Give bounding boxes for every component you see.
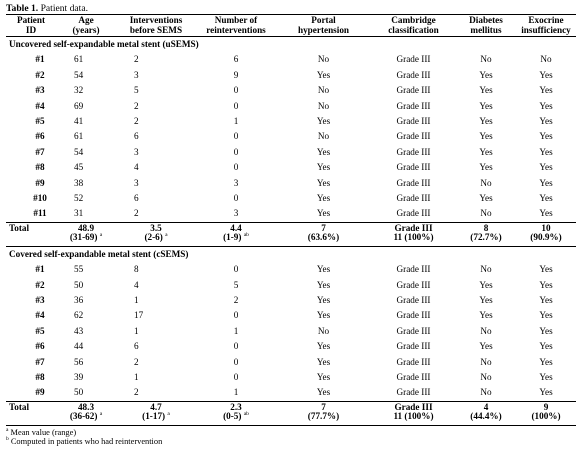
- cell-diabetes-mellitus: No: [480, 208, 492, 219]
- cell-cambridge-classification: Grade III: [396, 264, 431, 275]
- cell-age: 61: [74, 131, 84, 142]
- cell-age: 39: [74, 371, 84, 382]
- cell-interventions-before-sems: 3: [134, 69, 139, 80]
- cell-interventions-before-sems: 3: [134, 177, 139, 188]
- footnote-mark: b: [6, 436, 9, 443]
- total-interventions-before-sems: [116, 401, 196, 425]
- cell-portal-hypertension: Yes: [316, 69, 331, 80]
- total-value: 4.4: [230, 222, 242, 233]
- table-row: [6, 99, 576, 114]
- cell-cambridge-classification: Grade III: [396, 146, 431, 157]
- section-title: Uncovered self-expandable metal stent (uSEMS): [9, 39, 199, 50]
- cell-number-of-reinterventions: 0: [233, 162, 239, 173]
- cell-exocrine-insufficiency: Yes: [539, 177, 553, 188]
- cell-number-of-reinterventions: 0: [233, 131, 239, 142]
- header-line: Patient: [16, 15, 46, 25]
- total-range: (44.4%): [470, 411, 502, 422]
- column-header-patient-id: [6, 15, 56, 37]
- section-title: Covered self-expandable metal stent (cSEMS): [9, 248, 189, 259]
- header-line: ID: [25, 25, 37, 35]
- cell-exocrine-insufficiency: Yes: [539, 208, 553, 219]
- header-line: Age: [78, 15, 94, 25]
- cell-number-of-reinterventions: 0: [233, 310, 239, 321]
- cell-cambridge-classification: Grade III: [396, 310, 431, 321]
- cell-cambridge-classification: Grade III: [396, 85, 431, 96]
- caption-text: Patient data.: [40, 3, 88, 14]
- cell-patient-id: #6: [35, 131, 45, 142]
- cell-diabetes-mellitus: No: [480, 177, 492, 188]
- table-row: [6, 385, 576, 401]
- cell-diabetes-mellitus: Yes: [479, 310, 493, 321]
- cell-exocrine-insufficiency: Yes: [539, 116, 553, 127]
- cell-interventions-before-sems: 4: [134, 162, 139, 173]
- cell-interventions-before-sems: 17: [134, 310, 144, 321]
- cell-interventions-before-sems: 4: [134, 279, 139, 290]
- total-value: 7: [321, 401, 326, 412]
- cell-patient-id: #9: [35, 387, 45, 398]
- cell-portal-hypertension: Yes: [316, 371, 331, 382]
- cell-exocrine-insufficiency: Yes: [539, 371, 553, 382]
- cell-cambridge-classification: Grade III: [396, 387, 431, 398]
- footnote-mark: a: [167, 411, 170, 418]
- footnote-mark: ab: [243, 232, 249, 239]
- cell-portal-hypertension: No: [317, 85, 330, 96]
- total-value: 48.3: [77, 401, 95, 412]
- cell-portal-hypertension: Yes: [316, 193, 331, 203]
- total-range: 11 (100%): [393, 411, 434, 422]
- cell-age: 50: [74, 279, 84, 290]
- header-line: (years): [72, 25, 100, 35]
- cell-patient-id: #7: [35, 356, 45, 367]
- section-usems: [6, 37, 576, 247]
- total-portal-hypertension: [276, 401, 371, 425]
- cell-age: 41: [74, 116, 84, 127]
- cell-patient-id: #11: [33, 208, 47, 219]
- total-value: 48.9: [77, 222, 95, 233]
- cell-interventions-before-sems: 2: [134, 208, 139, 219]
- total-value: 4: [483, 401, 489, 412]
- total-value: 8: [483, 222, 489, 233]
- total-diabetes-mellitus: [456, 222, 516, 246]
- cell-exocrine-insufficiency: Yes: [539, 341, 553, 352]
- cell-diabetes-mellitus: No: [480, 54, 492, 65]
- table-row: [6, 68, 576, 83]
- total-range: (77.7%): [307, 411, 340, 422]
- cell-portal-hypertension: Yes: [316, 177, 331, 188]
- cell-diabetes-mellitus: Yes: [479, 193, 493, 203]
- cell-portal-hypertension: Yes: [316, 116, 331, 127]
- total-range: 11 (100%): [393, 232, 434, 243]
- cell-exocrine-insufficiency: Yes: [539, 131, 553, 142]
- cell-cambridge-classification: Grade III: [396, 279, 431, 290]
- cell-exocrine-insufficiency: Yes: [539, 387, 553, 398]
- cell-age: 69: [74, 100, 84, 111]
- cell-age: 56: [74, 356, 84, 367]
- cell-patient-id: #10: [33, 193, 47, 203]
- cell-patient-id: #9: [35, 177, 45, 188]
- cell-interventions-before-sems: 1: [134, 294, 139, 305]
- total-exocrine-insufficiency: [516, 222, 576, 246]
- cell-interventions-before-sems: 6: [134, 341, 139, 352]
- section-title-row: [6, 37, 576, 53]
- total-row: [6, 222, 576, 246]
- total-age: [56, 401, 116, 425]
- cell-interventions-before-sems: 3: [134, 146, 139, 157]
- section-title-row: [6, 246, 576, 262]
- footnote-text: Mean value (range): [8, 427, 77, 437]
- cell-age: 62: [74, 310, 84, 321]
- cell-number-of-reinterventions: 1: [233, 387, 239, 398]
- cell-cambridge-classification: Grade III: [396, 208, 431, 219]
- total-value: 7: [321, 222, 326, 233]
- table-row: [6, 114, 576, 129]
- cell-portal-hypertension: No: [317, 100, 330, 111]
- cell-patient-id: #7: [35, 146, 45, 157]
- cell-diabetes-mellitus: Yes: [479, 116, 493, 127]
- cell-exocrine-insufficiency: No: [540, 54, 552, 65]
- cell-portal-hypertension: No: [317, 54, 330, 65]
- cell-cambridge-classification: Grade III: [396, 69, 431, 80]
- cell-exocrine-insufficiency: Yes: [539, 85, 553, 96]
- cell-diabetes-mellitus: Yes: [479, 131, 493, 142]
- total-range: (100%): [531, 411, 561, 422]
- cell-number-of-reinterventions: 5: [233, 279, 239, 290]
- cell-exocrine-insufficiency: Yes: [539, 325, 553, 336]
- cell-patient-id: #4: [35, 310, 45, 321]
- cell-interventions-before-sems: 5: [134, 85, 139, 96]
- cell-cambridge-classification: Grade III: [396, 356, 431, 367]
- total-range: (90.9%): [530, 232, 562, 243]
- cell-exocrine-insufficiency: Yes: [539, 310, 553, 321]
- cell-portal-hypertension: No: [317, 325, 330, 336]
- table-row: [6, 262, 576, 277]
- cell-number-of-reinterventions: 0: [233, 146, 239, 157]
- header-line: Number of: [214, 15, 258, 25]
- total-value: Grade III: [394, 401, 433, 412]
- cell-cambridge-classification: Grade III: [396, 193, 431, 203]
- column-header-interventions-before-sems: [116, 15, 196, 37]
- cell-diabetes-mellitus: Yes: [479, 85, 493, 96]
- cell-patient-id: #1: [35, 264, 45, 275]
- cell-number-of-reinterventions: 0: [233, 371, 239, 382]
- header-line: before SEMS: [129, 25, 183, 35]
- footnotes: [6, 428, 576, 447]
- section-csems: [6, 246, 576, 425]
- cell-age: 38: [74, 177, 84, 188]
- table-header: [6, 15, 576, 37]
- header-line: hypertension: [297, 25, 350, 35]
- column-header-cambridge-classification: [371, 15, 456, 37]
- cell-age: 32: [74, 85, 84, 96]
- total-exocrine-insufficiency: [516, 401, 576, 425]
- footnote: [6, 437, 576, 447]
- table-row: [6, 354, 576, 369]
- cell-patient-id: #6: [35, 341, 45, 352]
- cell-patient-id: #5: [35, 325, 45, 336]
- total-value: 10: [541, 222, 551, 233]
- cell-exocrine-insufficiency: Yes: [539, 146, 553, 157]
- total-value: Grade III: [394, 222, 433, 233]
- header-line: insufficiency: [521, 25, 571, 35]
- column-header-age: [56, 15, 116, 37]
- cell-age: 54: [74, 146, 84, 157]
- cell-interventions-before-sems: 2: [134, 356, 139, 367]
- cell-number-of-reinterventions: 0: [233, 100, 239, 111]
- cell-cambridge-classification: Grade III: [396, 341, 431, 352]
- cell-exocrine-insufficiency: Yes: [539, 264, 553, 275]
- table-row: [6, 308, 576, 323]
- cell-number-of-reinterventions: 0: [233, 264, 239, 275]
- cell-cambridge-classification: Grade III: [396, 131, 431, 142]
- table-row: [6, 145, 576, 160]
- cell-cambridge-classification: Grade III: [396, 371, 431, 382]
- cell-age: 31: [74, 208, 84, 219]
- cell-portal-hypertension: No: [317, 131, 330, 142]
- total-number-of-reinterventions: [196, 222, 276, 246]
- total-row: [6, 401, 576, 425]
- patient-data-table: [6, 14, 576, 426]
- total-value: 9: [543, 401, 549, 412]
- table-row: [6, 83, 576, 98]
- total-range: (0-5): [223, 411, 242, 422]
- footnote-text: Computed in patients who had reintervention: [8, 437, 163, 447]
- cell-age: 52: [74, 193, 84, 203]
- footnote-mark: ab: [243, 411, 249, 418]
- cell-diabetes-mellitus: Yes: [479, 162, 493, 173]
- cell-cambridge-classification: Grade III: [396, 294, 431, 305]
- table-row: [6, 324, 576, 339]
- header-line: Portal: [311, 15, 336, 25]
- column-header-portal-hypertension: [276, 15, 371, 37]
- total-range: (1-9): [223, 232, 242, 243]
- total-interventions-before-sems: [116, 222, 196, 246]
- cell-cambridge-classification: Grade III: [396, 100, 431, 111]
- cell-age: 36: [74, 294, 84, 305]
- total-number-of-reinterventions: [196, 401, 276, 425]
- total-value: 3.5: [150, 222, 162, 233]
- header-line: Diabetes: [469, 15, 503, 25]
- cell-interventions-before-sems: 2: [134, 387, 139, 398]
- table-row: [6, 160, 576, 175]
- cell-number-of-reinterventions: 3: [233, 177, 239, 188]
- cell-portal-hypertension: Yes: [316, 341, 331, 352]
- cell-portal-hypertension: Yes: [316, 279, 331, 290]
- table-row: [6, 176, 576, 191]
- header-line: mellitus: [470, 25, 502, 35]
- cell-number-of-reinterventions: 6: [233, 54, 239, 65]
- total-portal-hypertension: [276, 222, 371, 246]
- column-header-diabetes-mellitus: [456, 15, 516, 37]
- cell-interventions-before-sems: 6: [134, 131, 139, 142]
- cell-exocrine-insufficiency: Yes: [539, 279, 553, 290]
- cell-age: 61: [74, 54, 84, 65]
- cell-patient-id: #4: [35, 100, 45, 111]
- cell-portal-hypertension: Yes: [316, 264, 331, 275]
- cell-diabetes-mellitus: No: [480, 356, 492, 367]
- total-cambridge-classification: [371, 401, 456, 425]
- header-line: classification: [388, 25, 439, 35]
- total-value: 4.7: [150, 401, 162, 412]
- cell-patient-id: #3: [35, 294, 45, 305]
- table-row: [6, 339, 576, 354]
- cell-number-of-reinterventions: 1: [233, 325, 239, 336]
- header-line: Interventions: [129, 15, 183, 25]
- cell-age: 43: [74, 325, 84, 336]
- total-range: (63.6%): [307, 232, 340, 243]
- cell-interventions-before-sems: 2: [134, 54, 139, 65]
- total-range: (36-62): [69, 411, 98, 422]
- footnote: [6, 428, 576, 438]
- total-label: Total: [9, 222, 30, 233]
- cell-age: 50: [74, 387, 84, 398]
- column-header-number-of-reinterventions: [196, 15, 276, 37]
- cell-number-of-reinterventions: 9: [233, 69, 239, 80]
- cell-interventions-before-sems: 2: [134, 100, 139, 111]
- caption-label: Table 1.: [6, 3, 39, 14]
- cell-exocrine-insufficiency: Yes: [539, 193, 553, 203]
- cell-age: 45: [74, 162, 84, 173]
- cell-number-of-reinterventions: 0: [233, 356, 239, 367]
- total-range: (1-17): [142, 411, 166, 422]
- cell-interventions-before-sems: 6: [134, 193, 139, 203]
- cell-number-of-reinterventions: 0: [233, 341, 239, 352]
- table-row: [6, 129, 576, 144]
- cell-patient-id: #8: [35, 371, 45, 382]
- cell-number-of-reinterventions: 0: [233, 193, 239, 203]
- cell-diabetes-mellitus: No: [480, 371, 492, 382]
- cell-portal-hypertension: Yes: [316, 146, 331, 157]
- table-row: [6, 206, 576, 222]
- footnote-mark: a: [165, 232, 168, 239]
- footnote-mark: a: [99, 232, 103, 239]
- cell-portal-hypertension: Yes: [316, 310, 331, 321]
- header-line: Exocrine: [528, 15, 564, 25]
- cell-patient-id: #3: [35, 85, 45, 96]
- cell-exocrine-insufficiency: Yes: [539, 100, 553, 111]
- footnote-mark: a: [6, 426, 9, 433]
- total-cambridge-classification: [371, 222, 456, 246]
- cell-patient-id: #1: [35, 54, 45, 65]
- cell-patient-id: #2: [35, 279, 45, 290]
- cell-diabetes-mellitus: Yes: [479, 341, 493, 352]
- cell-number-of-reinterventions: 1: [233, 116, 239, 127]
- cell-portal-hypertension: Yes: [316, 294, 331, 305]
- cell-interventions-before-sems: 2: [134, 116, 139, 127]
- document-page: [6, 4, 576, 447]
- cell-portal-hypertension: Yes: [316, 208, 331, 219]
- cell-number-of-reinterventions: 0: [233, 85, 239, 96]
- cell-diabetes-mellitus: Yes: [479, 69, 493, 80]
- cell-cambridge-classification: Grade III: [396, 116, 431, 127]
- cell-portal-hypertension: Yes: [316, 356, 331, 367]
- total-age: [56, 222, 116, 246]
- cell-diabetes-mellitus: Yes: [479, 279, 493, 290]
- cell-number-of-reinterventions: 2: [233, 294, 239, 305]
- total-value: 2.3: [230, 401, 242, 412]
- total-label: Total: [9, 401, 30, 412]
- total-range: (72.7%): [470, 232, 502, 243]
- cell-number-of-reinterventions: 3: [233, 208, 239, 219]
- table-row: [6, 370, 576, 385]
- cell-diabetes-mellitus: Yes: [479, 146, 493, 157]
- cell-age: 54: [74, 69, 84, 80]
- table-row: [6, 52, 576, 67]
- cell-cambridge-classification: Grade III: [396, 177, 431, 188]
- table-row: [6, 293, 576, 308]
- footnote-mark: a: [99, 411, 103, 418]
- cell-cambridge-classification: Grade III: [396, 325, 431, 336]
- total-range: (31-69): [69, 232, 98, 243]
- cell-exocrine-insufficiency: Yes: [539, 356, 553, 367]
- cell-cambridge-classification: Grade III: [396, 54, 431, 65]
- cell-patient-id: #8: [35, 162, 45, 173]
- cell-diabetes-mellitus: No: [480, 264, 492, 275]
- header-line: reinterventions: [206, 25, 266, 35]
- cell-portal-hypertension: Yes: [316, 387, 331, 398]
- table-caption: [6, 4, 576, 14]
- cell-patient-id: #5: [35, 116, 45, 127]
- column-header-exocrine-insufficiency: [516, 15, 576, 37]
- total-range: (2-6): [144, 232, 163, 243]
- header-line: Cambridge: [391, 15, 436, 25]
- cell-diabetes-mellitus: Yes: [479, 294, 493, 305]
- cell-interventions-before-sems: 1: [134, 325, 139, 336]
- cell-exocrine-insufficiency: Yes: [539, 69, 553, 80]
- cell-exocrine-insufficiency: Yes: [539, 294, 553, 305]
- cell-interventions-before-sems: 8: [134, 264, 139, 275]
- cell-diabetes-mellitus: No: [480, 325, 492, 336]
- total-diabetes-mellitus: [456, 401, 516, 425]
- cell-portal-hypertension: Yes: [316, 162, 331, 173]
- cell-patient-id: #2: [35, 69, 45, 80]
- cell-age: 55: [74, 264, 84, 275]
- cell-age: 44: [74, 341, 84, 352]
- table-row: [6, 277, 576, 292]
- cell-interventions-before-sems: 1: [134, 371, 139, 382]
- cell-diabetes-mellitus: No: [480, 387, 492, 398]
- cell-exocrine-insufficiency: Yes: [539, 162, 553, 173]
- cell-diabetes-mellitus: Yes: [479, 100, 493, 111]
- cell-cambridge-classification: Grade III: [396, 162, 431, 173]
- table-row: [6, 191, 576, 206]
